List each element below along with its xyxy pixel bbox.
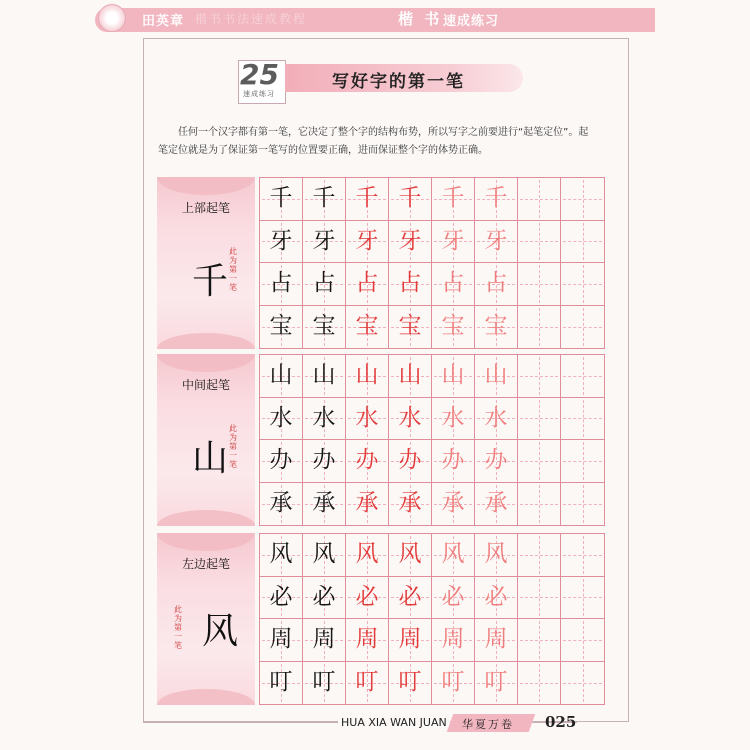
empty-practice-cell[interactable]	[561, 577, 604, 620]
empty-practice-cell[interactable]	[561, 221, 604, 264]
practice-cell	[432, 619, 475, 662]
panel-cloud-ornament	[157, 354, 255, 372]
model-character: 牙	[269, 227, 293, 254]
trace-character: 必	[398, 583, 422, 610]
model-character: 办	[312, 447, 336, 474]
practice-cell	[303, 619, 346, 662]
model-character: 千	[269, 185, 293, 212]
header-subtitle: 速成练习	[443, 14, 500, 29]
empty-practice-cell[interactable]	[518, 263, 561, 306]
trace-character: 办	[355, 447, 379, 474]
empty-practice-cell[interactable]	[561, 662, 604, 705]
empty-practice-cell[interactable]	[518, 355, 561, 398]
section-label: 上部起笔	[181, 201, 230, 215]
model-character: 山	[312, 362, 336, 389]
empty-practice-cell[interactable]	[561, 355, 604, 398]
trace-character: 风	[355, 541, 379, 568]
practice-cell	[260, 355, 303, 398]
empty-practice-cell[interactable]	[561, 440, 604, 483]
section-panel	[157, 177, 255, 349]
practice-cell	[303, 577, 346, 620]
trace-character: 周	[355, 626, 379, 653]
practice-cell	[389, 619, 432, 662]
model-character: 千	[312, 185, 336, 212]
practice-cell	[303, 221, 346, 264]
practice-grid	[259, 354, 605, 526]
model-character: 承	[312, 490, 336, 517]
model-character: 叮	[269, 669, 293, 696]
practice-cell	[303, 398, 346, 441]
flower-ornament	[98, 4, 126, 32]
footer-pinyin: HUA XIA WAN JUAN	[338, 716, 450, 729]
empty-practice-cell[interactable]	[561, 483, 604, 526]
practice-cell	[346, 483, 389, 526]
trace-character: 必	[355, 583, 379, 610]
example-character: 风	[201, 611, 238, 652]
model-character: 必	[312, 583, 336, 610]
trace-character: 承	[398, 490, 422, 517]
model-character: 风	[312, 541, 336, 568]
practice-cell	[389, 577, 432, 620]
panel-cloud-ornament	[157, 510, 255, 526]
example-character: 山	[191, 438, 228, 479]
empty-practice-cell[interactable]	[518, 534, 561, 577]
practice-cell	[432, 398, 475, 441]
model-character: 水	[312, 404, 336, 431]
first-stroke-note: 此为第一笔	[229, 424, 237, 469]
trace-character: 周	[484, 626, 508, 653]
trace-character: 水	[398, 404, 422, 431]
practice-cell	[303, 263, 346, 306]
practice-cell	[346, 355, 389, 398]
trace-character: 叮	[484, 669, 508, 696]
model-character: 必	[269, 583, 293, 610]
practice-cell	[303, 355, 346, 398]
trace-character: 牙	[398, 227, 422, 254]
practice-cell	[346, 577, 389, 620]
footer-brand: 华夏万卷	[462, 718, 514, 731]
trace-character: 牙	[355, 227, 379, 254]
model-character: 占	[312, 270, 336, 297]
trace-character: 千	[355, 185, 379, 212]
practice-cell	[475, 306, 518, 349]
practice-cell	[432, 534, 475, 577]
trace-character: 必	[441, 583, 465, 610]
trace-character: 千	[441, 185, 465, 212]
practice-cell	[260, 440, 303, 483]
practice-cell	[389, 221, 432, 264]
practice-cell	[303, 662, 346, 705]
empty-practice-cell[interactable]	[561, 178, 604, 221]
practice-cell	[260, 534, 303, 577]
empty-practice-cell[interactable]	[561, 398, 604, 441]
practice-cell	[346, 619, 389, 662]
practice-cell	[260, 306, 303, 349]
header-watermark: 楷书书法速成教程	[195, 12, 308, 26]
trace-character: 叮	[398, 669, 422, 696]
trace-character: 水	[484, 404, 508, 431]
practice-cell	[260, 263, 303, 306]
practice-cell	[475, 619, 518, 662]
model-character: 宝	[269, 313, 293, 340]
practice-cell	[389, 398, 432, 441]
practice-cell	[389, 355, 432, 398]
practice-cell	[475, 534, 518, 577]
practice-cell	[260, 221, 303, 264]
practice-cell	[475, 440, 518, 483]
intro-paragraph: 任何一个汉字都有第一笔，它决定了整个字的结构布势，所以写字之前要进行“起笔定位”。起笔定位就是为了保证第一笔写的位置要正确，进而保证整个字的体势正确。	[158, 127, 589, 156]
trace-character: 千	[398, 185, 422, 212]
practice-cell	[303, 534, 346, 577]
header-book-title: 楷 书	[398, 10, 443, 28]
practice-cell	[260, 619, 303, 662]
practice-cell	[260, 662, 303, 705]
lesson-number: 25	[240, 58, 279, 91]
trace-character: 牙	[484, 227, 508, 254]
practice-cell	[389, 483, 432, 526]
trace-character: 宝	[355, 313, 379, 340]
trace-character: 承	[484, 490, 508, 517]
practice-grid	[259, 177, 605, 349]
empty-practice-cell[interactable]	[561, 263, 604, 306]
lesson-tag: 速成练习	[243, 90, 275, 98]
model-character: 叮	[312, 669, 336, 696]
trace-character: 千	[484, 185, 508, 212]
model-character: 周	[312, 626, 336, 653]
trace-character: 牙	[441, 227, 465, 254]
section-label: 左边起笔	[181, 557, 230, 571]
model-character: 水	[269, 404, 293, 431]
section-panel	[157, 354, 255, 526]
panel-cloud-ornament	[157, 333, 255, 349]
header-author: 田英章	[142, 14, 185, 29]
practice-cell	[389, 178, 432, 221]
practice-cell	[260, 577, 303, 620]
model-character: 周	[269, 626, 293, 653]
empty-practice-cell[interactable]	[518, 440, 561, 483]
practice-cell	[346, 306, 389, 349]
practice-cell	[346, 662, 389, 705]
practice-cell	[346, 534, 389, 577]
trace-character: 山	[355, 362, 379, 389]
practice-cell	[475, 662, 518, 705]
practice-cell	[346, 221, 389, 264]
trace-character: 宝	[484, 313, 508, 340]
practice-cell	[389, 263, 432, 306]
practice-cell	[389, 440, 432, 483]
trace-character: 占	[441, 270, 465, 297]
model-character: 宝	[312, 313, 336, 340]
practice-cell	[346, 398, 389, 441]
trace-character: 承	[355, 490, 379, 517]
practice-cell	[346, 178, 389, 221]
practice-cell	[432, 440, 475, 483]
trace-character: 宝	[441, 313, 465, 340]
practice-cell	[432, 306, 475, 349]
trace-character: 周	[441, 626, 465, 653]
practice-cell	[432, 263, 475, 306]
trace-character: 办	[441, 447, 465, 474]
practice-cell	[432, 178, 475, 221]
practice-cell	[346, 263, 389, 306]
panel-cloud-ornament	[157, 689, 255, 705]
model-character: 承	[269, 490, 293, 517]
empty-practice-cell[interactable]	[561, 534, 604, 577]
empty-practice-cell[interactable]	[518, 178, 561, 221]
first-stroke-note: 此为第一笔	[229, 247, 237, 292]
practice-cell	[432, 662, 475, 705]
practice-cell	[475, 221, 518, 264]
page-number: 025	[545, 713, 577, 731]
practice-cell	[475, 355, 518, 398]
model-character: 山	[269, 362, 293, 389]
first-stroke-note: 此为第一笔	[174, 605, 182, 650]
trace-character: 宝	[398, 313, 422, 340]
empty-practice-cell[interactable]	[518, 619, 561, 662]
model-character: 占	[269, 270, 293, 297]
practice-cell	[432, 355, 475, 398]
practice-cell	[389, 534, 432, 577]
trace-character: 水	[355, 404, 379, 431]
empty-practice-cell[interactable]	[518, 577, 561, 620]
trace-character: 占	[398, 270, 422, 297]
trace-character: 占	[484, 270, 508, 297]
practice-cell	[260, 398, 303, 441]
practice-section	[157, 354, 605, 526]
practice-cell	[475, 398, 518, 441]
practice-cell	[389, 662, 432, 705]
trace-character: 山	[484, 362, 508, 389]
panel-cloud-ornament	[157, 533, 255, 551]
model-character: 牙	[312, 227, 336, 254]
empty-practice-cell[interactable]	[518, 398, 561, 441]
trace-character: 叮	[441, 669, 465, 696]
practice-cell	[475, 263, 518, 306]
practice-cell	[475, 178, 518, 221]
practice-section	[157, 177, 605, 349]
practice-cell	[303, 483, 346, 526]
section-label: 中间起笔	[181, 378, 230, 392]
panel-cloud-ornament	[157, 177, 255, 195]
practice-cell	[303, 306, 346, 349]
empty-practice-cell[interactable]	[561, 619, 604, 662]
practice-cell	[432, 483, 475, 526]
practice-section	[157, 533, 605, 705]
practice-cell	[303, 178, 346, 221]
trace-character: 周	[398, 626, 422, 653]
empty-practice-cell[interactable]	[518, 662, 561, 705]
model-character: 风	[269, 541, 293, 568]
trace-character: 水	[441, 404, 465, 431]
section-panel	[157, 533, 255, 705]
practice-cell	[346, 440, 389, 483]
trace-character: 占	[355, 270, 379, 297]
trace-character: 承	[441, 490, 465, 517]
empty-practice-cell[interactable]	[518, 306, 561, 349]
practice-grid	[259, 533, 605, 705]
trace-character: 风	[484, 541, 508, 568]
lesson-title: 写好字的第一笔	[332, 72, 465, 92]
empty-practice-cell[interactable]	[518, 483, 561, 526]
practice-cell	[303, 440, 346, 483]
model-character: 办	[269, 447, 293, 474]
practice-cell	[389, 306, 432, 349]
trace-character: 叮	[355, 669, 379, 696]
empty-practice-cell[interactable]	[518, 221, 561, 264]
practice-cell	[432, 221, 475, 264]
practice-cell	[475, 577, 518, 620]
example-character: 千	[191, 261, 228, 302]
trace-character: 山	[398, 362, 422, 389]
empty-practice-cell[interactable]	[561, 306, 604, 349]
trace-character: 风	[441, 541, 465, 568]
trace-character: 办	[398, 447, 422, 474]
practice-cell	[260, 483, 303, 526]
trace-character: 山	[441, 362, 465, 389]
practice-cell	[260, 178, 303, 221]
trace-character: 风	[398, 541, 422, 568]
practice-cell	[432, 577, 475, 620]
trace-character: 办	[484, 447, 508, 474]
practice-cell	[475, 483, 518, 526]
trace-character: 必	[484, 583, 508, 610]
